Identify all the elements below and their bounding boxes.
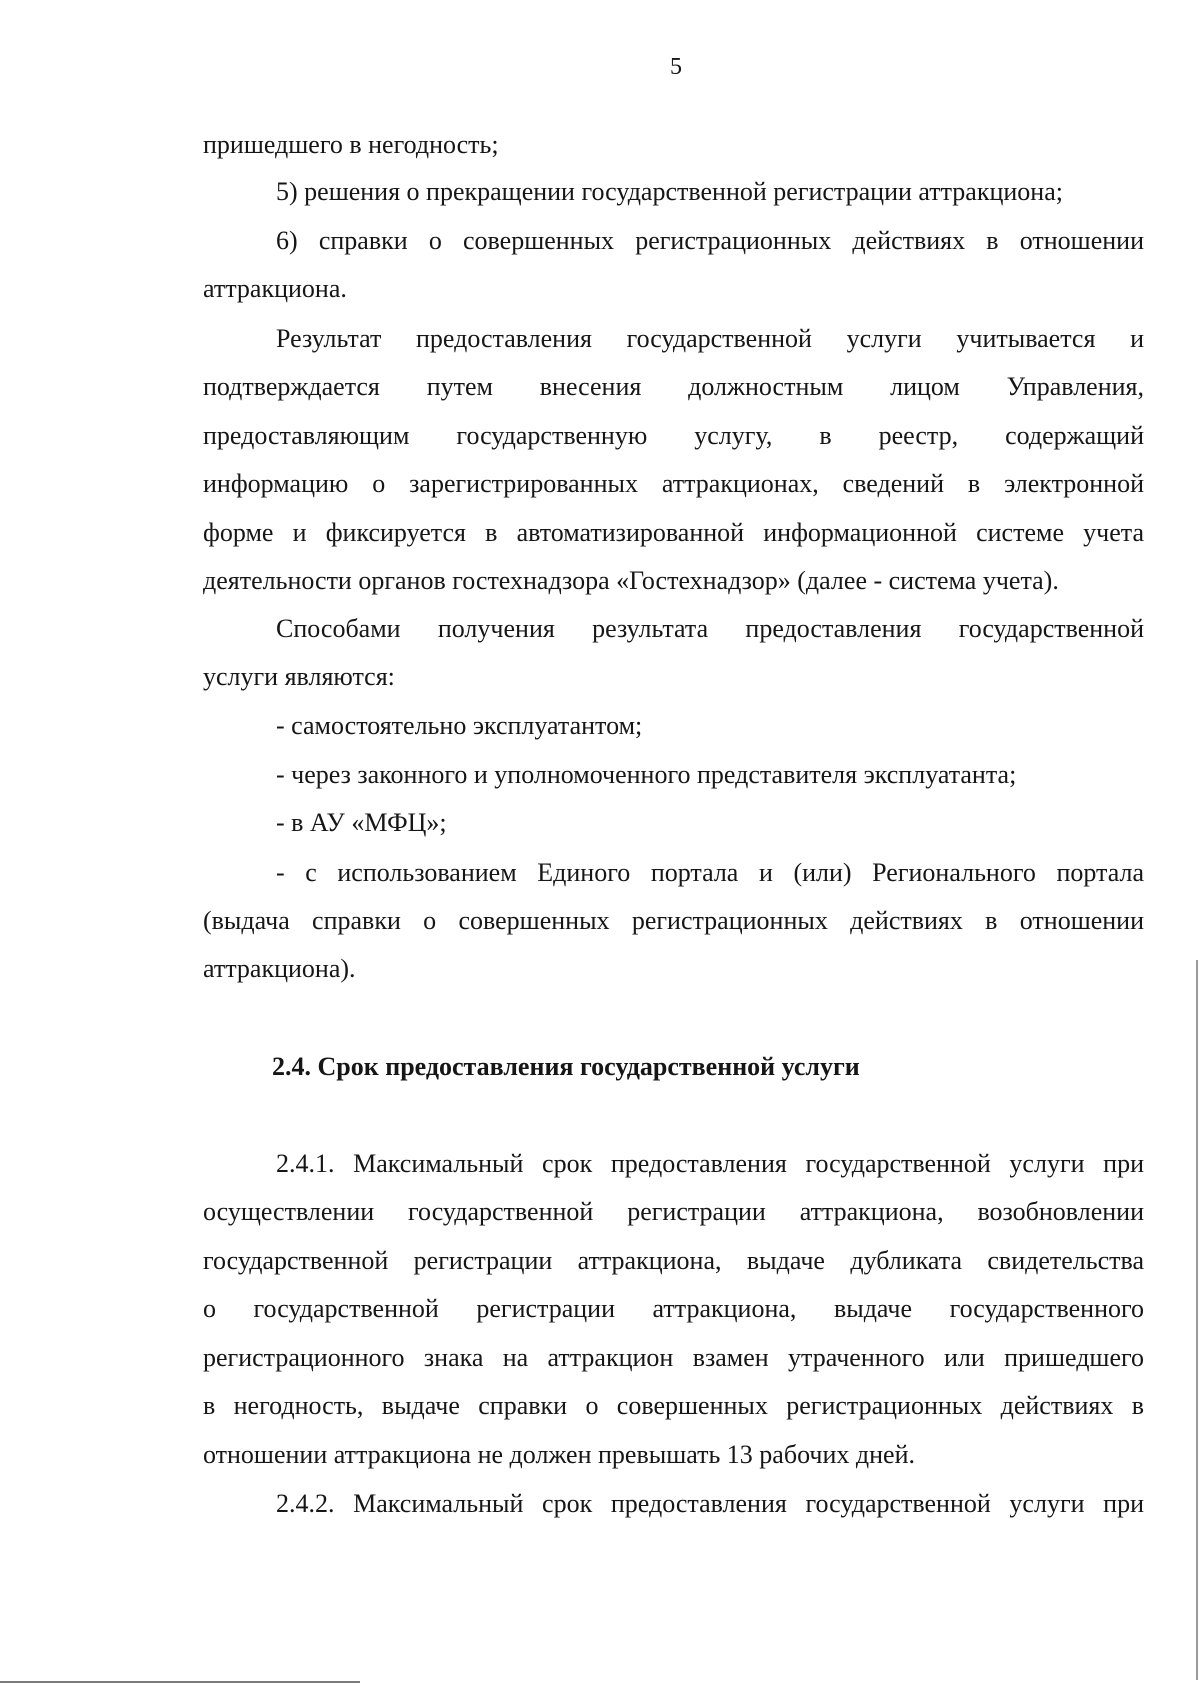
section-heading: 2.4. Срок предоставления государственной услуги [272, 1052, 860, 1081]
text-line: Способами получения результата предоставления государственной [276, 614, 1144, 643]
scan-edge-bottom [0, 1681, 360, 1683]
text-line: подтверждается путем внесения должностным лицом Управления, [203, 372, 1144, 401]
text-line: 5) решения о прекращении государственной регистрации аттракциона; [276, 177, 1063, 206]
text-line: Результат предоставления государственной услуги учитывается и [276, 324, 1144, 353]
list-item: - в АУ «МФЦ»; [276, 808, 447, 837]
text-line: 2.4.2. Максимальный срок предоставления государственной услуги при [276, 1489, 1144, 1518]
text-line: пришедшего в негодность; [203, 130, 499, 159]
list-item: - с использованием Единого портала и (или) Регионального портала [276, 858, 1144, 887]
text-line: отношении аттракциона не должен превышать 13 рабочих дней. [203, 1440, 915, 1469]
text-line: осуществлении государственной регистрации аттракциона, возобновлении [203, 1197, 1144, 1226]
text-line: государственной регистрации аттракциона, выдаче дубликата свидетельства [203, 1246, 1144, 1275]
text-line: (выдача справки о совершенных регистрационных действиях в отношении [203, 906, 1144, 935]
text-line: деятельности органов гостехнадзора «Гостехнадзор» (далее - система учета). [203, 566, 1059, 595]
text-line: 6) справки о совершенных регистрационных действиях в отношении [276, 226, 1144, 255]
text-line: аттракциона). [203, 954, 356, 983]
list-item: - самостоятельно эксплуатантом; [276, 711, 643, 740]
list-item: - через законного и уполномоченного представителя эксплуатанта; [276, 760, 1017, 789]
text-line: услуги являются: [203, 662, 395, 691]
text-line: 2.4.1. Максимальный срок предоставления государственной услуги при [276, 1149, 1144, 1178]
text-line: в негодность, выдаче справки о совершенных регистрационных действиях в [203, 1391, 1144, 1420]
text-line: о государственной регистрации аттракциона, выдаче государственного [203, 1294, 1144, 1323]
page-number: 5 [670, 54, 682, 80]
text-line: аттракциона. [203, 274, 347, 303]
text-line: регистрационного знака на аттракцион взамен утраченного или пришедшего [203, 1343, 1144, 1372]
text-line: форме и фиксируется в автоматизированной информационной системе учета [203, 518, 1144, 547]
text-line: информацию о зарегистрированных аттракционах, сведений в электронной [203, 469, 1144, 498]
scan-edge-right [1196, 960, 1198, 1680]
text-line: предоставляющим государственную услугу, в реестр, содержащий [203, 421, 1144, 450]
